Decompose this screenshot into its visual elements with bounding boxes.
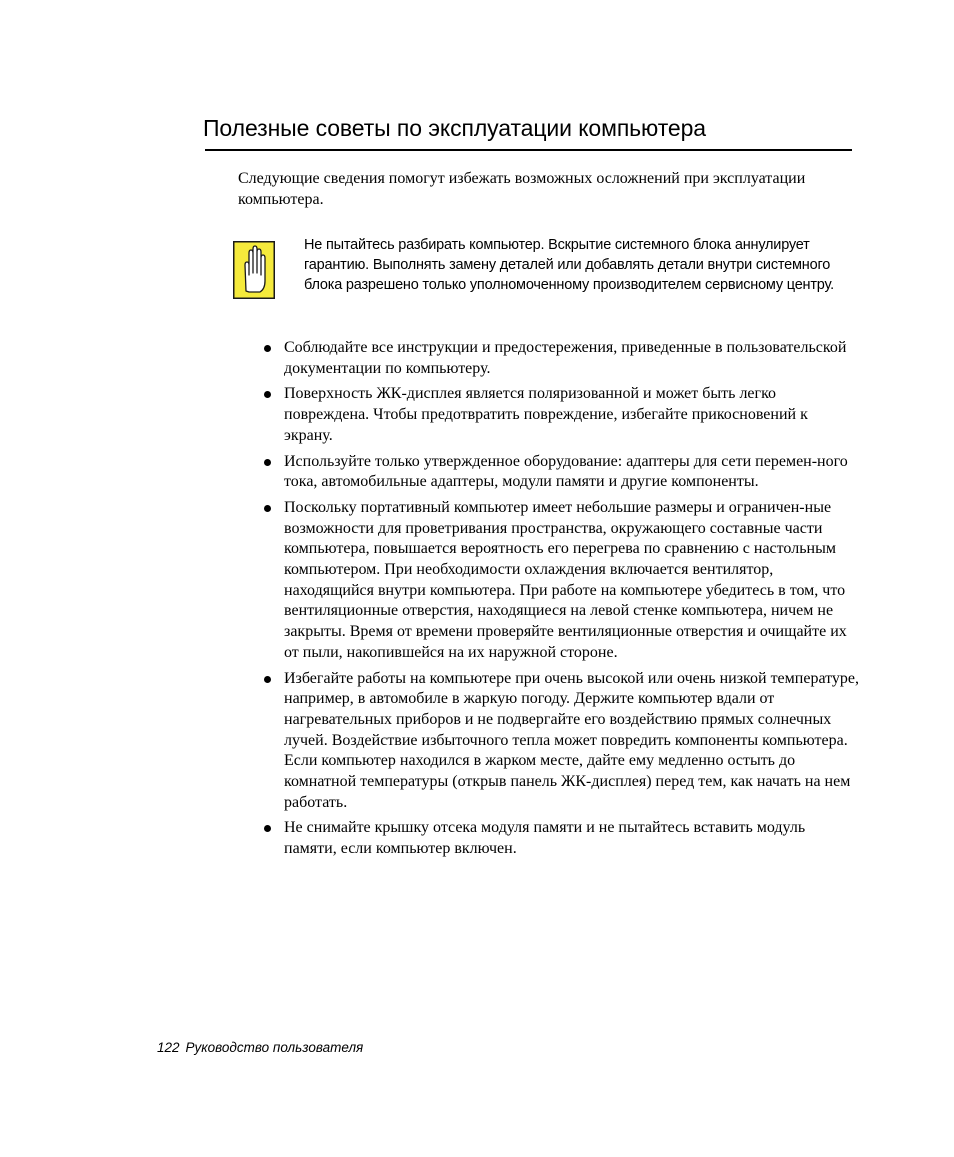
bullet-icon (264, 391, 271, 398)
list-item (260, 498, 860, 664)
list-item-text: Не снимайте крышку отсека модуля памяти и не пытайтесь вставить модуль памяти, если компьютер включен. (284, 819, 806, 858)
stop-hand-icon (233, 241, 275, 299)
list-item-text: Поскольку портативный компьютер имеет небольшие размеры и ограничен-ные возможности для проветривания пространства, окружающего составные части компьютера, повышается вероятность его перегрева по сравнению с настольным компьютером. При необходимости охлаждения включается вентилятор, находящийся внутри компьютера. При работе на компьютере убедитесь в том, что вентиляционные отверстия, находящиеся на левой стенке компьютера, ничем не закрыты. Время от времени проверяйте вентиляционные отверстия и очищайте их от пыли, накопившейся на их наружной стороне. (284, 498, 847, 661)
page-footer (157, 1040, 369, 1055)
page-number: 122 (157, 1040, 180, 1055)
intro-paragraph: Следующие сведения помогут избежать возможных осложнений при эксплуатации компьютера. (238, 170, 806, 208)
warning-text: Не пытайтесь разбирать компьютер. Вскрытие системного блока аннулирует гарантию. Выполнять замену деталей или добавлять детали внутри системного блока разрешено только уполномоченному производителем сервисному центру. (304, 237, 834, 293)
list-item (260, 338, 860, 379)
footer-label: Руководство пользователя (185, 1040, 364, 1055)
list-item-text: Соблюдайте все инструкции и предостережения, приведенные в пользовательской документации по компьютеру. (284, 339, 847, 377)
bullet-icon (264, 676, 271, 683)
list-item (260, 452, 860, 493)
list-item-text: Используйте только утвержденное оборудование: адаптеры для сети перемен-ного тока, автомобильные адаптеры, модули памяти и другие компоненты. (284, 452, 848, 491)
list-item (260, 669, 860, 814)
page-title: Полезные советы по эксплуатации компьютера (203, 115, 706, 141)
list-item (260, 818, 860, 859)
bullet-icon (264, 459, 271, 466)
list-item (260, 384, 860, 446)
list-item-text: Избегайте работы на компьютере при очень высокой или очень низкой температуре, например, в автомобиле в жаркую погоду. Держите компьютер вдали от нагревательных приборов и не подвергайте его воздействию прямых солнечных лучей. Воздействие избыточного тепла может повредить компоненты компьютера. Если компьютер находился в жарком месте, дайте ему медленно остыть до комнатной температуры (открыв панель ЖК-дисплея) перед тем, как начать на нем работать. (284, 669, 860, 811)
tips-list (260, 338, 860, 865)
list-item-text: Поверхность ЖК-дисплея является поляризованной и может быть легко повреждена. Чтобы предотвратить повреждение, избегайте прикосновений к экрану. (284, 385, 808, 444)
bullet-icon (264, 825, 271, 832)
bullet-icon (264, 345, 271, 352)
title-divider (205, 149, 852, 151)
bullet-icon (264, 505, 271, 512)
